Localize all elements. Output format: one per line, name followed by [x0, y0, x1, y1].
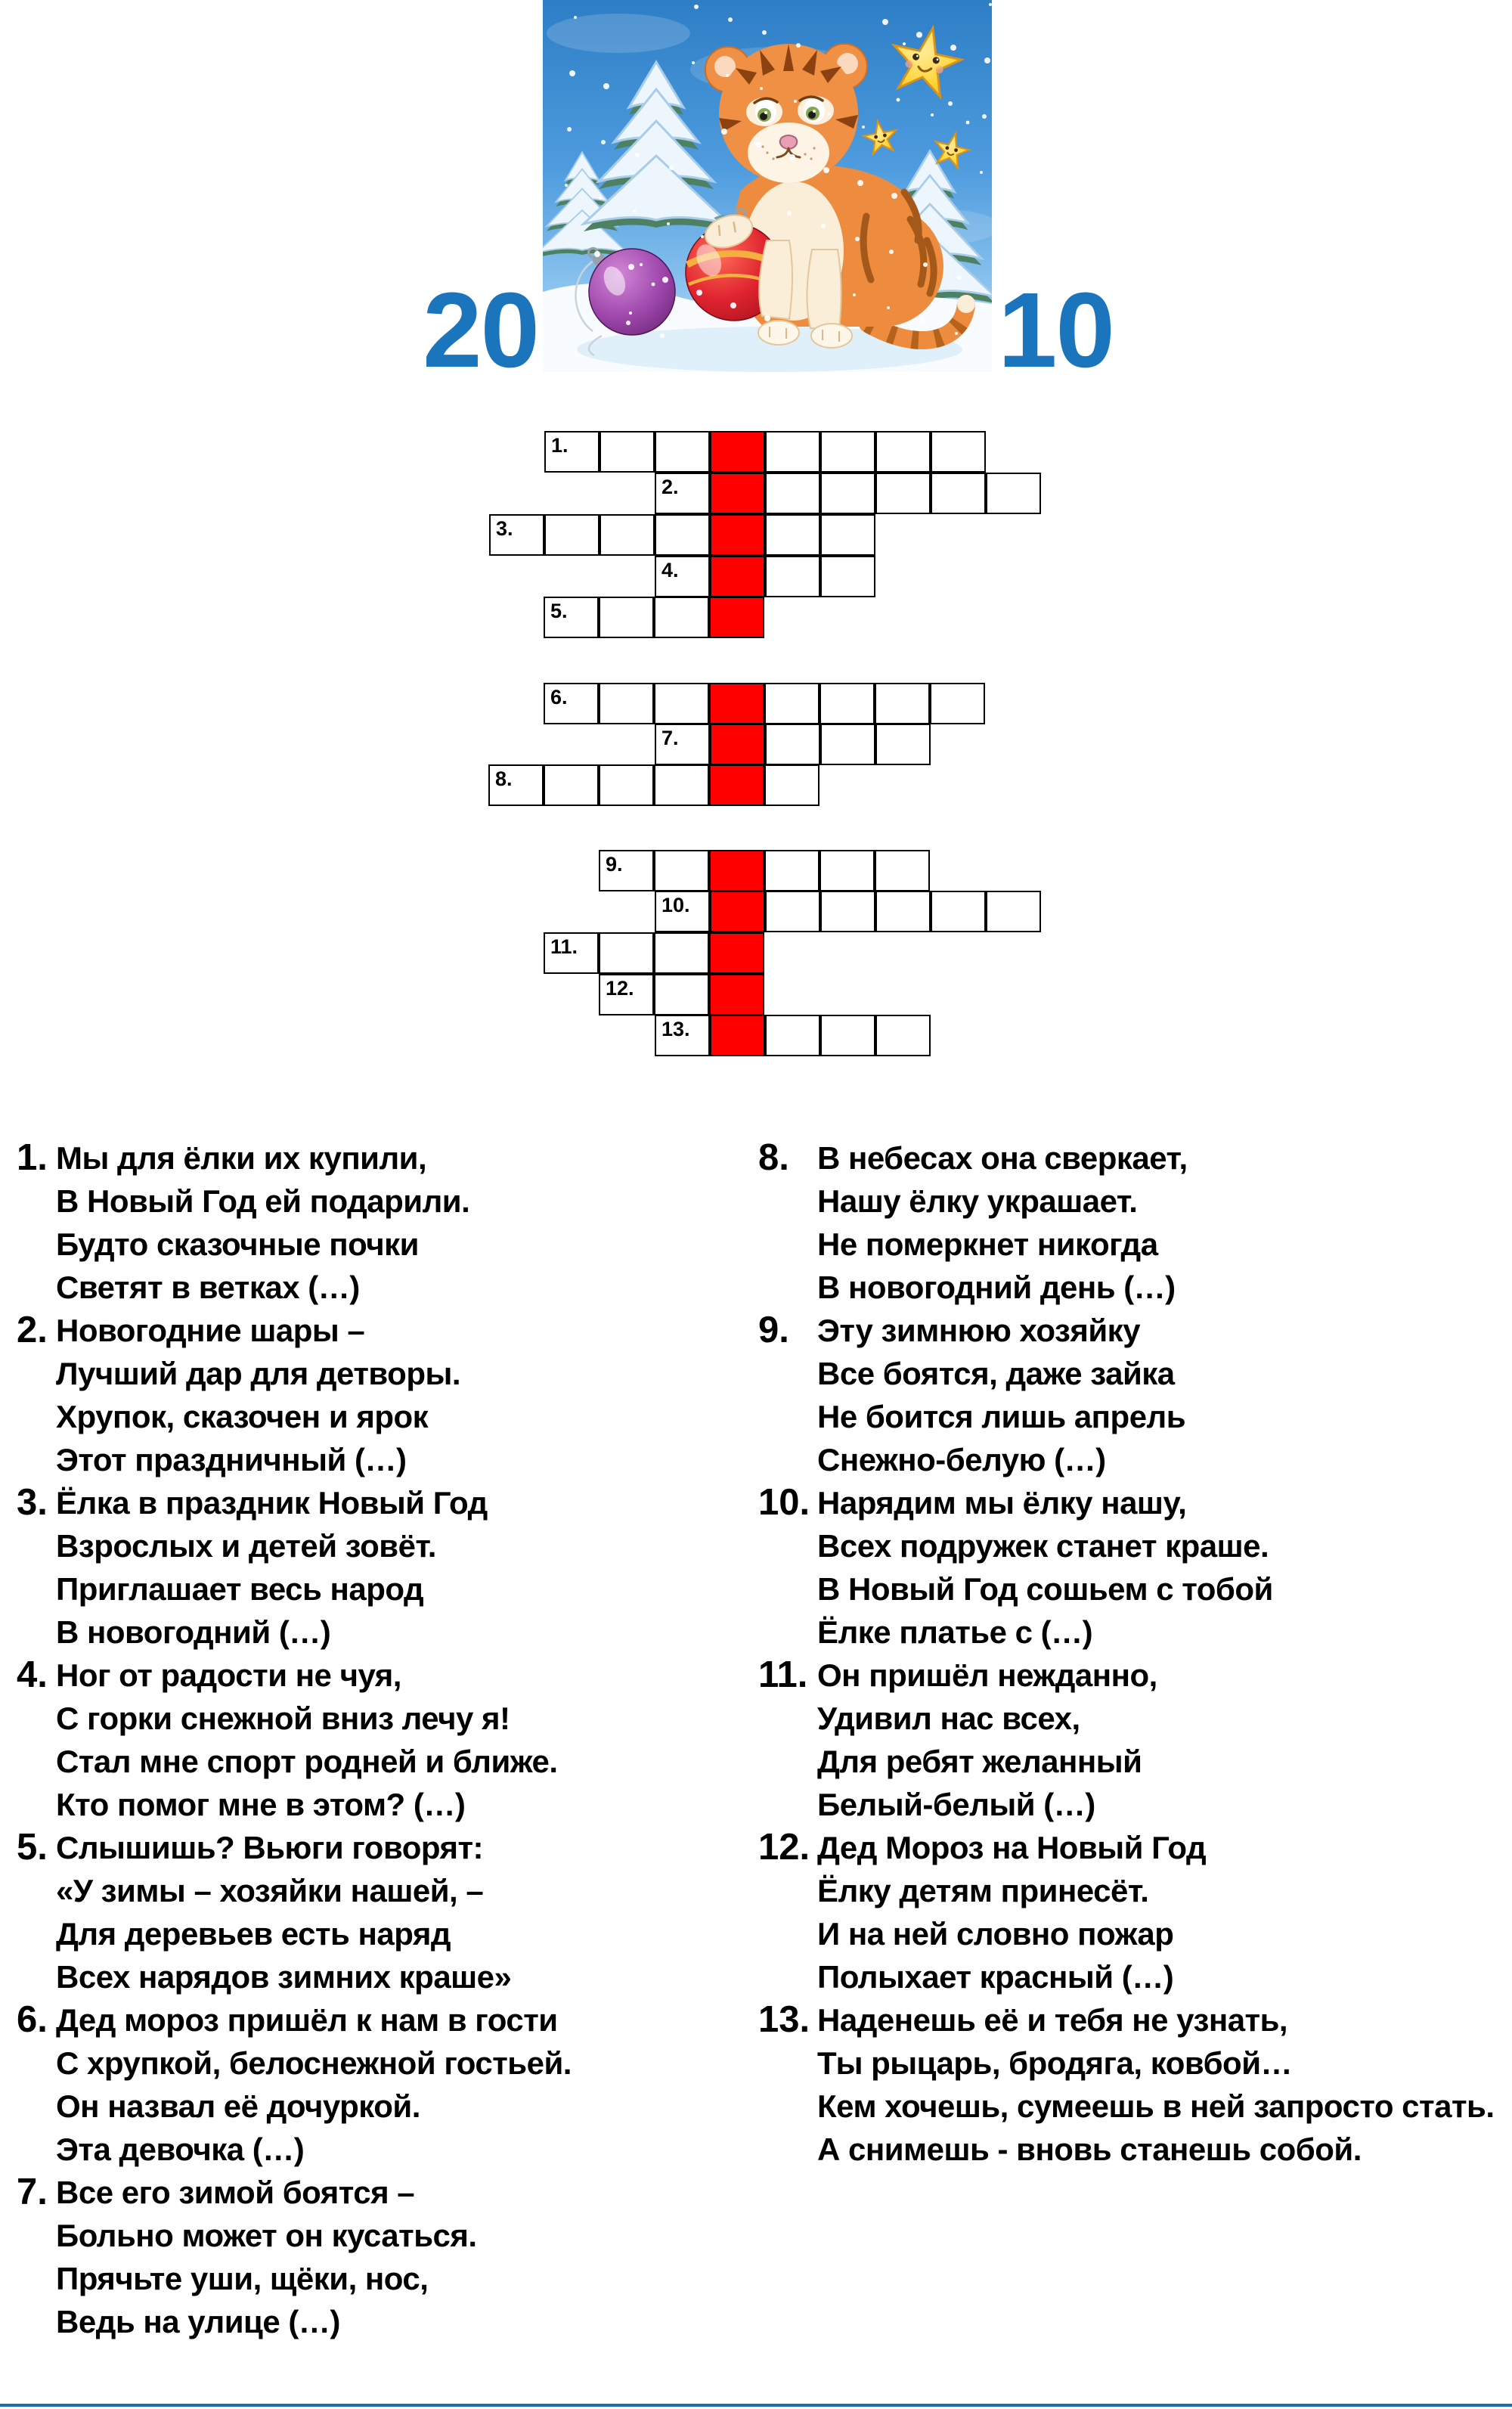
clue-line: Новогодние шары – — [56, 1313, 365, 1348]
grid-cell-red — [710, 891, 765, 932]
clue-line: Не померкнет никогда — [817, 1226, 1158, 1262]
grid-cell — [655, 1015, 710, 1056]
clue-number: 9. — [758, 1310, 789, 1350]
clue-lines — [56, 2171, 742, 2343]
grid-cell-number: 4. — [662, 559, 679, 581]
clue-line: В новогодний (…) — [56, 1614, 331, 1650]
clue-line: «У зимы – хозяйки нашей, – — [56, 1873, 484, 1908]
clue-item — [17, 1309, 742, 1481]
clue-line: Кем хочешь, сумеешь в ней запросто стать. — [817, 2088, 1495, 2124]
grid-cell — [654, 597, 709, 638]
grid-cell — [875, 850, 930, 891]
clue-item — [17, 1654, 742, 1826]
grid-cell — [986, 473, 1041, 514]
clue-lines — [817, 1136, 1510, 1309]
clue-lines — [56, 1826, 742, 1998]
clue-line: С хрупкой, белоснежной гостьей. — [56, 2045, 572, 2081]
clue-line: Ёлку детям принесёт. — [817, 1873, 1149, 1908]
clue-line: С горки снежной вниз лечу я! — [56, 1701, 510, 1736]
grid-cell — [764, 764, 820, 806]
clue-number: 6. — [17, 1999, 48, 2040]
grid-cell — [544, 932, 599, 974]
grid-cell — [764, 683, 820, 724]
grid-cell — [655, 431, 710, 473]
grid-cell — [655, 473, 710, 514]
clue-line: В Новый Год сошьем с тобой — [817, 1571, 1273, 1607]
clue-line: В Новый Год ей подарили. — [56, 1183, 470, 1219]
grid-cell — [654, 974, 709, 1015]
grid-cell — [544, 683, 599, 724]
clue-number: 13. — [758, 1999, 810, 2040]
clue-line: Он назвал её дочуркой. — [56, 2088, 420, 2124]
clue-lines — [817, 1998, 1510, 2171]
grid-cell — [931, 891, 986, 932]
grid-cell-red — [709, 932, 764, 974]
grid-cell — [600, 431, 655, 473]
grid-cell — [765, 431, 820, 473]
grid-cell — [600, 514, 655, 556]
clue-number: 5. — [17, 1827, 48, 1868]
clue-line: Белый-белый (…) — [817, 1787, 1095, 1822]
grid-cell — [599, 764, 654, 806]
clue-lines — [56, 1998, 742, 2171]
grid-cell — [655, 891, 710, 932]
grid-cell-number: 1. — [551, 434, 569, 457]
clue-column-left — [17, 1136, 742, 2343]
clue-line: Снежно-белую (…) — [817, 1442, 1106, 1477]
clue-line: Светят в ветках (…) — [56, 1270, 360, 1305]
grid-cell — [599, 850, 654, 891]
clue-item — [17, 1998, 742, 2171]
grid-cell — [599, 974, 654, 1015]
grid-cell — [820, 724, 875, 765]
grid-cell — [599, 597, 654, 638]
clue-line: Стал мне спорт родней и ближе. — [56, 1744, 558, 1779]
grid-cell — [599, 932, 654, 974]
grid-cell-number: 10. — [662, 894, 690, 916]
clue-line: Кто помог мне в этом? (…) — [56, 1787, 466, 1822]
clue-line: Больно может он кусаться. — [56, 2218, 477, 2253]
grid-cell — [875, 1015, 931, 1056]
clue-item — [17, 1481, 742, 1654]
clue-line: Нарядим мы ёлку нашу, — [817, 1485, 1187, 1521]
clue-line: Будто сказочные почки — [56, 1226, 419, 1262]
clue-line: Ёлке платье с (…) — [817, 1614, 1093, 1650]
grid-cell-number: 5. — [550, 600, 568, 622]
grid-cell-red — [710, 556, 765, 597]
grid-cell-number: 6. — [550, 686, 568, 708]
year-right: 10 — [998, 270, 1114, 389]
clue-line: Для ребят желанный — [817, 1744, 1142, 1779]
clue-line: Этот праздничный (…) — [56, 1442, 407, 1477]
grid-cell — [655, 556, 710, 597]
grid-cell-number: 8. — [495, 767, 513, 790]
clue-item — [758, 1309, 1510, 1481]
grid-cell — [986, 891, 1041, 932]
clue-item — [758, 1136, 1510, 1309]
grid-cell-red — [709, 974, 764, 1015]
grid-cell — [765, 514, 820, 556]
grid-cell — [765, 556, 820, 597]
clue-line: Удивил нас всех, — [817, 1701, 1080, 1736]
grid-cell — [930, 683, 985, 724]
grid-cell — [488, 764, 544, 806]
grid-cell — [765, 724, 820, 765]
grid-cell — [820, 1015, 875, 1056]
clue-item — [17, 2171, 742, 2343]
grid-cell — [544, 431, 600, 473]
grid-cell — [654, 764, 709, 806]
clue-lines — [56, 1136, 742, 1309]
grid-cell — [820, 556, 875, 597]
grid-cell — [875, 473, 931, 514]
grid-cell — [489, 514, 544, 556]
grid-cell — [820, 514, 875, 556]
grid-cell-red — [710, 1015, 765, 1056]
clue-number: 2. — [17, 1310, 48, 1350]
clue-line: Все боятся, даже зайка — [817, 1356, 1175, 1391]
grid-cell — [544, 764, 599, 806]
clue-line: Наденешь её и тебя не узнать, — [817, 2002, 1288, 2038]
clue-number: 11. — [758, 1654, 808, 1695]
clue-line: Хрупок, сказочен и ярок — [56, 1399, 429, 1434]
grid-cell — [875, 683, 930, 724]
grid-cell-red — [710, 724, 765, 765]
grid-cell — [820, 473, 875, 514]
clue-lines — [56, 1654, 742, 1826]
grid-cell — [764, 850, 820, 891]
grid-cell — [544, 514, 600, 556]
clue-line: Лучший дар для детворы. — [56, 1356, 461, 1391]
grid-cell — [655, 724, 710, 765]
clue-lines — [817, 1309, 1510, 1481]
clue-line: Нашу ёлку украшает. — [817, 1183, 1138, 1219]
grid-cell-number: 3. — [496, 517, 513, 540]
grid-cell — [875, 891, 931, 932]
clue-line: Прячьте уши, щёки, нос, — [56, 2261, 429, 2296]
clue-number: 1. — [17, 1137, 48, 1178]
grid-cell — [820, 891, 875, 932]
grid-cell-number: 9. — [606, 853, 623, 876]
clue-line: Все его зимой боятся – — [56, 2175, 415, 2210]
clue-number: 7. — [17, 2172, 48, 2212]
grid-cell-red — [710, 514, 765, 556]
grid-cell-number: 11. — [550, 935, 578, 958]
clue-item — [758, 1654, 1510, 1826]
grid-cell-number: 13. — [662, 1018, 690, 1040]
grid-cell-number: 12. — [606, 977, 634, 1000]
clue-column-right — [758, 1136, 1510, 2171]
grid-cell — [654, 683, 709, 724]
grid-cell — [765, 891, 820, 932]
clue-line: Дед мороз пришёл к нам в гости — [56, 2002, 558, 2038]
grid-cell — [654, 932, 709, 974]
clue-lines — [817, 1826, 1510, 1998]
clue-number: 4. — [17, 1654, 48, 1695]
year-left: 20 — [423, 270, 538, 389]
grid-cell — [931, 473, 986, 514]
grid-cell — [599, 683, 654, 724]
clue-item — [758, 1481, 1510, 1654]
grid-cell-red — [709, 683, 764, 724]
grid-cell-red — [710, 473, 765, 514]
clue-line: Всех подружек станет краше. — [817, 1528, 1269, 1564]
clue-line: Дед Мороз на Новый Год — [817, 1830, 1207, 1865]
clue-line: Всех нарядов зимних краше» — [56, 1959, 512, 1995]
clue-line: Эту зимнюю хозяйку — [817, 1313, 1141, 1348]
clue-line: Слышишь? Вьюги говорят: — [56, 1830, 484, 1865]
clue-line: Мы для ёлки их купили, — [56, 1140, 427, 1176]
clue-line: А снимешь - вновь станешь собой. — [817, 2132, 1362, 2167]
grid-cell — [875, 724, 931, 765]
grid-cell-red — [710, 431, 765, 473]
clue-line: Не боится лишь апрель — [817, 1399, 1186, 1434]
clue-number: 12. — [758, 1827, 810, 1868]
clue-line: Для деревьев есть наряд — [56, 1916, 451, 1952]
clue-line: И на ней словно пожар — [817, 1916, 1174, 1952]
clue-line: Приглашает весь народ — [56, 1571, 424, 1607]
clue-line: Ты рыцарь, бродяга, ковбой… — [817, 2045, 1293, 2081]
clue-item — [758, 1826, 1510, 1998]
clue-item — [17, 1826, 742, 1998]
grid-cell — [820, 683, 875, 724]
clue-number: 3. — [17, 1482, 48, 1523]
clue-item — [758, 1998, 1510, 2171]
bottom-rule — [0, 2404, 1512, 2407]
clue-lines — [817, 1481, 1510, 1654]
grid-cell — [544, 597, 599, 638]
clue-number: 8. — [758, 1137, 789, 1178]
grid-cell-red — [709, 597, 764, 638]
grid-cell — [765, 1015, 820, 1056]
clue-line: Ног от радости не чуя, — [56, 1657, 401, 1693]
grid-cell — [820, 431, 875, 473]
clue-lines — [56, 1481, 742, 1654]
grid-cell — [931, 431, 986, 473]
grid-cell — [654, 850, 709, 891]
clue-line: Эта девочка (…) — [56, 2132, 305, 2167]
grid-cell — [875, 431, 931, 473]
clue-line: Он пришёл нежданно, — [817, 1657, 1157, 1693]
clue-line: Полыхает красный (…) — [817, 1959, 1174, 1995]
grid-cell-red — [709, 850, 764, 891]
grid-cell-number: 7. — [662, 727, 679, 749]
grid-cell — [820, 850, 875, 891]
clue-line: Ёлка в праздник Новый Год — [56, 1485, 488, 1521]
clue-line: Ведь на улице (…) — [56, 2304, 340, 2339]
clue-line: Взрослых и детей зовёт. — [56, 1528, 436, 1564]
grid-cell — [765, 473, 820, 514]
clue-item — [17, 1136, 742, 1309]
grid-cell — [655, 514, 710, 556]
grid-cell-red — [709, 764, 764, 806]
clue-lines — [817, 1654, 1510, 1826]
clue-number: 10. — [758, 1482, 810, 1523]
clue-line: В небесах она сверкает, — [817, 1140, 1188, 1176]
grid-cell-number: 2. — [662, 476, 679, 498]
clue-line: В новогодний день (…) — [817, 1270, 1176, 1305]
clue-lines — [56, 1309, 742, 1481]
